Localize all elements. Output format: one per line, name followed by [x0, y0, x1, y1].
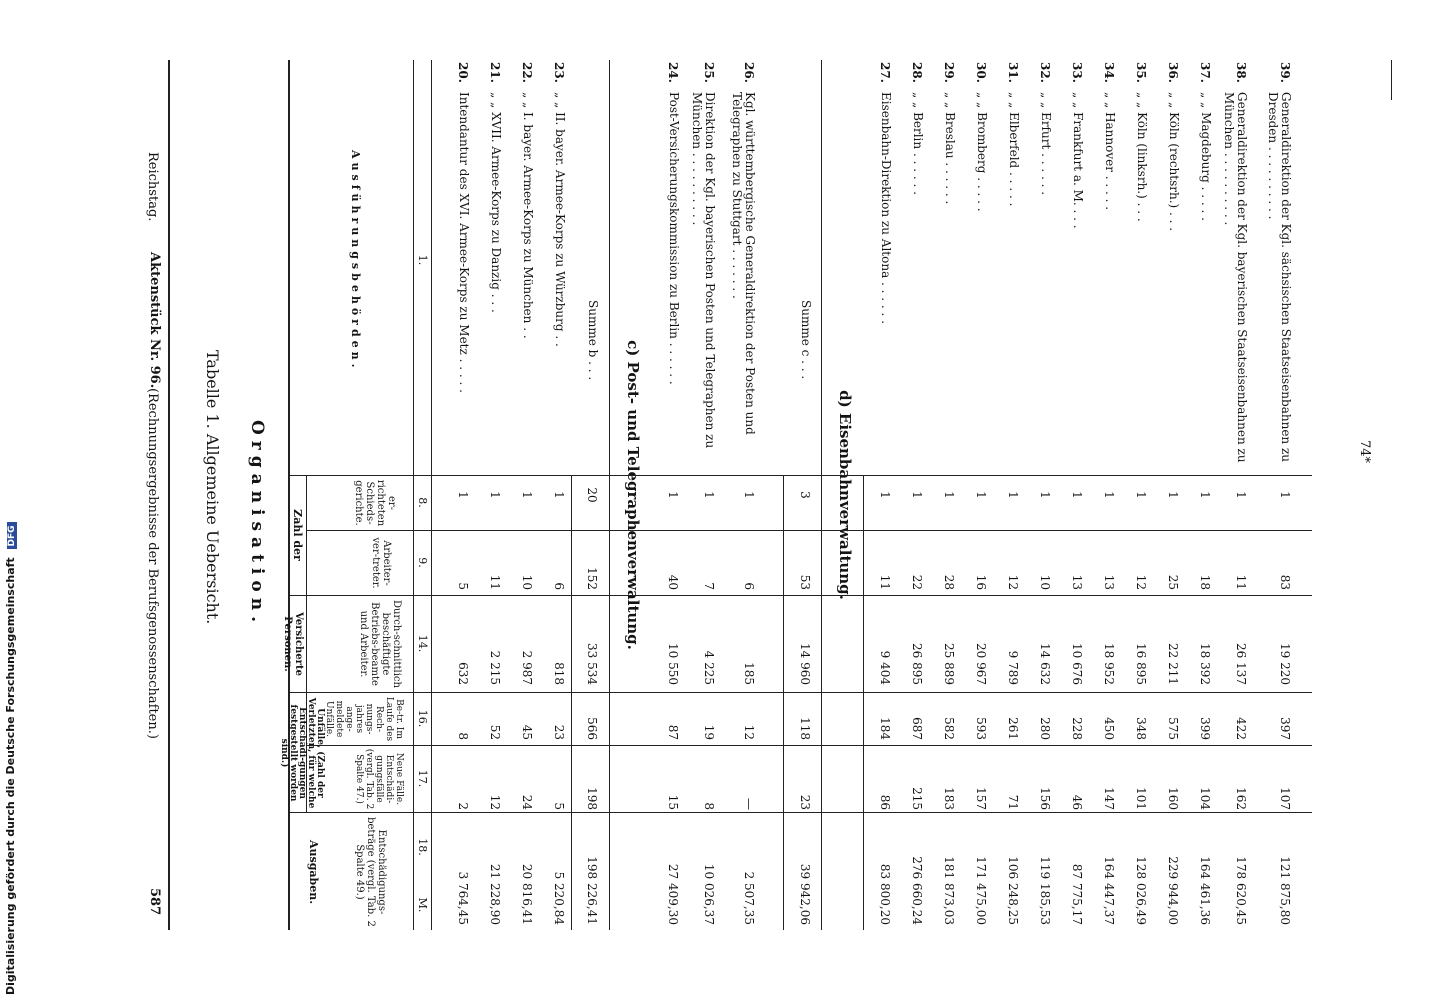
row-name: „ „ Erfurt . . . . . .: [1039, 92, 1053, 196]
colnum-8: 8.: [416, 497, 429, 508]
row-col14: 14 632: [1038, 643, 1052, 685]
row-col9: 11: [878, 574, 892, 590]
row-col14: 26 137: [1234, 643, 1248, 685]
table-row: [1088, 0, 1116, 1000]
row-col8: 1: [1038, 491, 1052, 499]
row-col18: 83 800,20: [878, 863, 892, 925]
col-divider-14: [290, 595, 432, 596]
footer-tick: [1391, 60, 1392, 100]
row-col16: 8: [456, 732, 470, 740]
row-col18: 121 875,80: [1278, 856, 1292, 925]
row-col17: 215: [910, 787, 924, 810]
footer-mark: 74*: [1357, 440, 1372, 464]
row-col9: 5: [456, 582, 470, 590]
row-col17: 86: [878, 794, 892, 810]
col-divider-18: [290, 812, 432, 813]
row-col9: 6: [552, 582, 566, 590]
row-col18: 171 475,00: [974, 856, 988, 925]
row-number: 38.: [1234, 62, 1248, 83]
table-row: [1024, 0, 1052, 1000]
row-col8: 1: [552, 491, 566, 499]
row-col14: 10 550: [666, 643, 680, 685]
row-col17: 71: [1006, 794, 1020, 810]
sum-col9: 152: [585, 567, 599, 590]
row-col14: 25 889: [942, 643, 956, 685]
row-col9: 7: [702, 582, 716, 590]
row-number: 34.: [1102, 62, 1116, 83]
sum-col17: 198: [585, 787, 599, 810]
row-col8: 1: [1006, 491, 1020, 499]
table-row: [1152, 0, 1180, 1000]
row-col16: 582: [942, 717, 956, 740]
row-col8: 1: [702, 491, 716, 499]
row-col18: 106 248,25: [1006, 856, 1020, 925]
dfg-logo-icon: DFG: [7, 522, 17, 549]
row-number: 29.: [942, 62, 956, 83]
header-paren: (Rechnungsergebnisse der Berufsgenossenschaften.): [145, 388, 160, 739]
row-col18: 3 764,45: [456, 871, 470, 925]
row-col17: 157: [974, 787, 988, 810]
row-col8: 1: [910, 491, 924, 499]
row-col14: 185: [742, 662, 756, 685]
row-col18: 164 461,36: [1198, 856, 1212, 925]
row-number: 36.: [1166, 62, 1180, 83]
row-name: Generaldirektion der Kgl. sächsischen Staatseisenbahnen zu Dresden . . . . . . . . . .: [1266, 92, 1293, 463]
row-col14: 20 967: [974, 643, 988, 685]
row-number: 30.: [974, 62, 988, 83]
row-col14: 16 895: [1134, 643, 1148, 685]
header-rule: [168, 60, 170, 930]
row-col18: 20 816,41: [520, 863, 534, 925]
row-name: Eisenbahn-Direktion zu Altona . . . . . .: [879, 92, 893, 325]
row-col8: 1: [666, 491, 680, 499]
row-col16: 399: [1198, 717, 1212, 740]
row-col17: —: [742, 798, 756, 810]
table-row: [1120, 0, 1148, 1000]
group-c-end-rule: [821, 60, 822, 930]
row-col8: 1: [488, 491, 502, 499]
colnum-rule: [431, 60, 432, 930]
row-col17: 160: [1166, 787, 1180, 810]
row-number: 28.: [910, 62, 924, 83]
sum-label: Summe c . . .: [799, 300, 813, 380]
header-left: Reichstag.: [145, 152, 160, 222]
row-name: Direktion der Kgl. bayerischen Posten und Telegraphen zu München . . . . . . . . . .: [690, 92, 717, 449]
digitization-note: [4, 522, 17, 995]
col9-heading: Arbeiter-ver-treter.: [370, 537, 392, 589]
row-col18: 10 026,37: [702, 863, 716, 925]
row-col9: 12: [1134, 574, 1148, 590]
header-bottom-rule: [413, 60, 414, 930]
group-d-heading: d) Eisenbahnverwaltung.: [836, 390, 854, 600]
col-divider-16: [290, 692, 432, 693]
row-col18: 164 447,37: [1102, 856, 1116, 925]
sum-col14: 14 960: [798, 643, 812, 685]
row-col17: 101: [1134, 787, 1148, 810]
row-name: Intendantur des XVI. Armee-Korps zu Metz . . . . .: [457, 92, 471, 393]
row-col14: 19 220: [1278, 643, 1292, 685]
row-col8: 1: [1102, 491, 1116, 499]
row-col9: 18: [1198, 574, 1212, 590]
row-col9: 16: [974, 574, 988, 590]
table-row: [896, 0, 924, 1000]
row-number: 22.: [520, 62, 534, 83]
row-col17: 104: [1198, 787, 1212, 810]
table-row: [474, 0, 502, 1000]
row-number: 27.: [878, 62, 892, 83]
row-number: 37.: [1198, 62, 1212, 83]
row-col14: 818: [552, 662, 566, 685]
sum-col9: 53: [798, 574, 812, 590]
row-col8: 1: [878, 491, 892, 499]
table-row: [652, 0, 680, 1000]
sum-col16: 118: [798, 717, 812, 740]
row-col16: 687: [910, 717, 924, 740]
row-col18: 5 220,84: [552, 871, 566, 925]
colnum-16: 16.: [416, 709, 429, 728]
sum-row: [571, 0, 599, 1000]
row-name: „ „ Bromberg . . . . .: [975, 92, 989, 212]
body-divider-9: [432, 530, 1312, 531]
row-name: „ „ Breslau . . . . . .: [943, 92, 957, 205]
row-col16: 348: [1134, 717, 1148, 740]
colnum-18: 18.: [416, 838, 429, 856]
row-number: 20.: [456, 62, 470, 83]
table-row: [960, 0, 988, 1000]
row-col16: 184: [878, 717, 892, 740]
col-divider-9: [307, 530, 432, 531]
row-col17: 15: [666, 794, 680, 810]
row-col17: 5: [552, 802, 566, 810]
body-divider-8: [432, 475, 1312, 476]
col18-heading: Entschädigungs-beträge (vergl. Tab. 2 Spalte 49.): [354, 817, 387, 927]
body-divider-18: [432, 812, 1312, 813]
row-number: 24.: [666, 62, 680, 83]
row-col16: 45: [520, 724, 534, 740]
table-row: [1184, 0, 1212, 1000]
row-col16: 575: [1166, 717, 1180, 740]
col-divider-17: [307, 745, 432, 746]
row-number: 32.: [1038, 62, 1052, 83]
body-divider-16: [432, 692, 1312, 693]
row-name: Generaldirektion der Kgl. bayerischen Staatseisenbahnen zu München . . . . . . . . . .: [1222, 92, 1249, 463]
row-number: 23.: [552, 62, 566, 83]
row-col16: 87: [666, 724, 680, 740]
row-col8: 1: [1234, 491, 1248, 499]
row-number: 39.: [1278, 62, 1292, 83]
row-col17: 8: [702, 802, 716, 810]
row-name: „ „ Berlin . . . . . .: [911, 92, 925, 195]
table-row: [688, 0, 716, 1000]
row-col9: 11: [488, 574, 502, 590]
row-col8: 1: [742, 491, 756, 499]
row-col14: 26 895: [910, 643, 924, 685]
row-col14: 4 225: [702, 650, 716, 685]
row-col8: 1: [1198, 491, 1212, 499]
row-col9: 28: [942, 574, 956, 590]
row-name: „ „ Köln (rechtsrh.) . . .: [1167, 92, 1181, 232]
digitization-text: Digitalisierung gefördert durch die Deutsche Forschungsgemeinschaft: [4, 557, 17, 995]
row-col9: 12: [1006, 574, 1020, 590]
persons-group-heading: Versicherte Personen.: [282, 612, 304, 676]
colnum-1: 1.: [416, 254, 429, 266]
expenses-group-heading: Ausgaben.: [307, 839, 320, 905]
row-name: Kgl. württembergische Generaldirektion der Posten und Telegraphen zu Stuttgart . . . . . . .: [730, 92, 757, 435]
row-col18: 181 873,03: [942, 856, 956, 925]
row-name: „ „ I. bayer. Armee-Korps zu München . .: [521, 92, 535, 339]
row-number: 26.: [742, 62, 756, 83]
row-col9: 10: [520, 574, 534, 590]
row-col8: 1: [974, 491, 988, 499]
row-name: „ „ Frankfurt a. M. . . .: [1071, 92, 1085, 229]
row-col14: 18 952: [1102, 643, 1116, 685]
row-col16: 280: [1038, 717, 1052, 740]
col17-heading: Neue Fälle. Entschädi-gungsfälle (vergl. Tab. 2 Spalte 47.): [354, 748, 404, 810]
row-col14: 9 404: [878, 650, 892, 685]
row-col17: 156: [1038, 787, 1052, 810]
row-col14: 22 211: [1166, 643, 1180, 685]
section-title: Organisation.: [247, 420, 267, 628]
row-col17: 147: [1102, 787, 1116, 810]
row-col18: 119 185,53: [1038, 856, 1052, 925]
row-name: „ „ Köln (linksrh.) . . .: [1135, 92, 1149, 222]
sum-col17: 23: [798, 794, 812, 810]
table-row: [1220, 0, 1248, 1000]
table-row: [728, 0, 756, 1000]
row-col9: 11: [1234, 574, 1248, 590]
sum-col14: 33 534: [585, 643, 599, 685]
row-col16: 228: [1070, 717, 1084, 740]
row-col16: 450: [1102, 717, 1116, 740]
row-name: „ „ II. bayer. Armee-Korps zu Würzburg . .: [553, 92, 567, 347]
row-col9: 40: [666, 574, 680, 590]
row-col16: 19: [702, 724, 716, 740]
row-col9: 22: [910, 574, 924, 590]
row-col16: 52: [488, 724, 502, 740]
group-c-heading: c) Post- und Telegraphenverwaltung.: [624, 340, 642, 650]
table-title: Tabelle 1. Allgemeine Uebersicht.: [203, 350, 222, 625]
row-col18: 276 660,24: [910, 856, 924, 925]
row-name: „ „ XVII. Armee-Korps zu Danzig . . .: [489, 92, 503, 313]
row-col8: 1: [1134, 491, 1148, 499]
table-row: [506, 0, 534, 1000]
row-col8: 1: [1166, 491, 1180, 499]
row-col9: 13: [1070, 574, 1084, 590]
row-col9: 83: [1278, 574, 1292, 590]
row-number: 21.: [488, 62, 502, 83]
count-group-heading: Zahl der: [291, 509, 304, 561]
row-name: „ „ Hannover . . . . .: [1103, 92, 1117, 211]
col16-heading: Be-tr. Im Laufe des Rech-nungs-jahres ange-meldete Unfälle.: [324, 696, 404, 742]
sum-col16: 566: [585, 717, 599, 740]
sum-col18: 39 942,06: [798, 863, 812, 925]
row-col14: 2 987: [520, 650, 534, 685]
row-col18: 87 775,17: [1070, 863, 1084, 925]
row-col17: 24: [520, 794, 534, 810]
row-col8: 1: [1070, 491, 1084, 499]
row-name: Post-Versicherungskommission zu Berlin . . . . . .: [667, 92, 681, 385]
table-row: [442, 0, 470, 1000]
row-col14: 9 789: [1006, 650, 1020, 685]
row-number: 25.: [702, 62, 716, 83]
row-number: 31.: [1006, 62, 1020, 83]
col14-heading: Durch-schnittlich beschäftigte Betriebs-beamte und Arbeiter.: [358, 600, 402, 688]
row-col8: 1: [942, 491, 956, 499]
col-divider-8: [290, 475, 432, 476]
table-row: [538, 0, 566, 1000]
row-col17: 183: [942, 787, 956, 810]
row-col18: 128 026,49: [1134, 856, 1148, 925]
row-col14: 18 392: [1198, 643, 1212, 685]
row-col18: 178 620,45: [1234, 856, 1248, 925]
row-col16: 422: [1234, 717, 1248, 740]
row-col17: 12: [488, 794, 502, 810]
sum-col8: 3: [798, 491, 812, 499]
row-name: „ „ Magdeburg . . . . .: [1199, 92, 1213, 221]
page-number: 587: [147, 888, 162, 916]
sum-row: [784, 0, 812, 1000]
row-name: „ „ Elberfeld . . . . .: [1007, 92, 1021, 207]
row-col9: 25: [1166, 574, 1180, 590]
row-col17: 46: [1070, 794, 1084, 810]
row-col18: 2 507,35: [742, 871, 756, 925]
header-center: Aktenstück Nr. 96.: [147, 252, 162, 389]
row-col17: 2: [456, 802, 470, 810]
authority-heading: Ausführungsbehörden.: [349, 150, 362, 372]
accidents-group-heading: Unfälle, (Zahl der Verletzten, für welche Entschädi-gungen festgestellt worden sind.): [279, 697, 325, 809]
group-b-end-rule: [609, 60, 610, 930]
row-col16: 23: [552, 724, 566, 740]
row-col8: 1: [1278, 491, 1292, 499]
row-col14: 632: [456, 662, 470, 685]
body-divider-17: [432, 745, 1312, 746]
row-col16: 12: [742, 724, 756, 740]
table-row: [992, 0, 1020, 1000]
table-row: [1264, 0, 1292, 1000]
row-col18: 229 944,00: [1166, 856, 1180, 925]
row-col14: 2 215: [488, 650, 502, 685]
colnum-9: 9.: [416, 557, 429, 568]
row-col18: 21 228,90: [488, 863, 502, 925]
sum-col8: 20: [585, 487, 599, 503]
colnum-unit: M.: [416, 897, 429, 913]
row-col9: 13: [1102, 574, 1116, 590]
colnum-14: 14.: [416, 634, 429, 653]
table-row: [928, 0, 956, 1000]
row-col9: 10: [1038, 574, 1052, 590]
colnum-17: 17.: [416, 769, 429, 788]
row-number: 35.: [1134, 62, 1148, 83]
sum-label: Summe b . . .: [586, 300, 600, 381]
col8-heading: er-richteten Schieds-gerichte.: [353, 479, 397, 527]
row-col17: 107: [1278, 787, 1292, 810]
sum-col18: 198 226,41: [585, 856, 599, 925]
row-col17: 162: [1234, 787, 1248, 810]
row-col16: 397: [1278, 717, 1292, 740]
row-col16: 593: [974, 717, 988, 740]
row-col8: 1: [520, 491, 534, 499]
row-col18: 27 409,30: [666, 863, 680, 925]
row-number: 33.: [1070, 62, 1084, 83]
table-row: [1056, 0, 1084, 1000]
row-col9: 6: [742, 582, 756, 590]
body-divider-14: [432, 595, 1312, 596]
row-col16: 261: [1006, 717, 1020, 740]
row-col8: 1: [456, 491, 470, 499]
row-col14: 10 676: [1070, 643, 1084, 685]
table-row: [864, 0, 892, 1000]
